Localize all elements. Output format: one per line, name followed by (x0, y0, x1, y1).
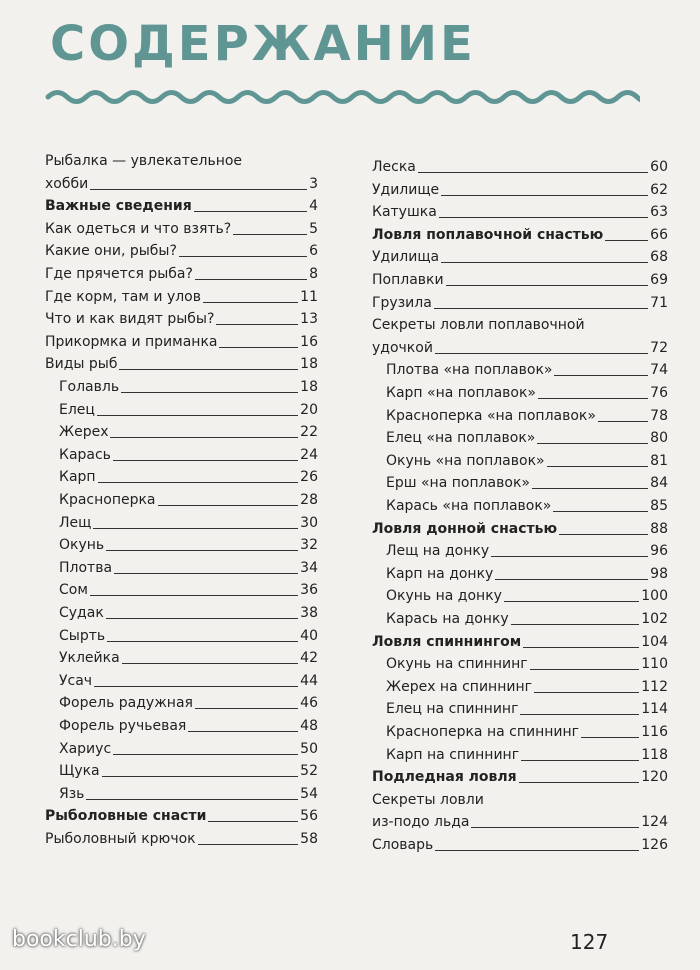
toc-entry[interactable] (372, 520, 668, 538)
dot-leader (537, 443, 648, 444)
dot-leader (188, 731, 298, 732)
toc-entry[interactable] (386, 384, 668, 402)
toc-entry[interactable] (45, 333, 318, 351)
toc-entry[interactable] (372, 813, 668, 831)
toc-entry[interactable] (45, 807, 318, 825)
dot-leader (435, 850, 639, 851)
toc-entry-page: 71 (650, 294, 668, 311)
toc-entry-page: 66 (650, 226, 668, 243)
toc-entry-page: 24 (300, 446, 318, 463)
toc-entry-page: 20 (300, 401, 318, 418)
dot-leader (547, 466, 649, 467)
dot-leader (446, 285, 649, 286)
dot-leader (598, 421, 648, 422)
toc-entry-label: Елец «на поплавок» (386, 430, 536, 447)
toc-entry-label: Ерш «на поплавок» (386, 475, 530, 492)
toc-entry-label: Карп (59, 469, 96, 486)
toc-entry-label: Окунь (59, 537, 105, 554)
toc-entry-label: Где прячется рыба? (45, 266, 193, 282)
toc-entry[interactable] (372, 203, 668, 221)
toc-entry-label: Важные сведения (45, 198, 192, 215)
toc-entry-label: Удилища (372, 249, 440, 266)
toc-entry-page: 5 (309, 220, 318, 237)
toc-entry-page: 104 (641, 633, 668, 650)
toc-entry-page: 85 (650, 498, 668, 514)
toc-entry-page: 116 (641, 724, 668, 740)
toc-entry-label: Плотва «на поплавок» (386, 362, 553, 379)
toc-entry-page: 38 (300, 605, 318, 621)
toc-entry-label: Язь (59, 785, 85, 802)
toc-entry[interactable] (59, 401, 318, 419)
dot-leader (90, 189, 307, 190)
dot-leader (86, 799, 298, 800)
toc-entry-page: 62 (650, 181, 668, 198)
toc-entry[interactable] (45, 242, 318, 260)
toc-entry-label: Прикормка и приманка (45, 333, 218, 350)
dot-leader (113, 460, 298, 461)
toc-entry-page: 36 (300, 582, 318, 599)
page-number: 127 (570, 930, 609, 954)
toc-entry-page: 32 (300, 537, 318, 554)
toc-entry-label: Виды рыб (45, 356, 118, 373)
toc-entry-label: Окунь «на поплавок» (386, 452, 545, 469)
toc-entry-page: 58 (300, 831, 318, 847)
toc-entry-page: 112 (641, 678, 668, 695)
toc-entry-page: 63 (650, 204, 668, 221)
dot-leader (554, 375, 648, 376)
toc-entry-page: 80 (650, 430, 668, 447)
toc-entry[interactable] (59, 468, 318, 486)
toc-entry[interactable] (386, 700, 668, 718)
toc-entry[interactable] (59, 762, 318, 780)
toc-entry-label: Что и как видят рыбы? (45, 311, 215, 328)
toc-entry-label: Хариус (59, 740, 112, 757)
toc-entry-label: Красноперка (59, 492, 156, 508)
toc-entry-page: 48 (300, 718, 318, 734)
dot-leader (534, 692, 639, 693)
toc-entry-label: Красноперка «на поплавок» (386, 407, 596, 424)
toc-entry-page: 11 (300, 288, 318, 305)
toc-entry-label: Голавль (59, 379, 120, 395)
toc-entry-page: 42 (300, 650, 318, 667)
toc-entry-page: 16 (300, 333, 318, 350)
toc-entry-label: Окунь на спиннинг (386, 656, 528, 673)
toc-entry-label: Уклейка (59, 650, 120, 667)
toc-entry-label: Сом (59, 582, 88, 599)
dot-leader (98, 482, 299, 483)
toc-entry-label: Ловля спиннингом (372, 633, 522, 650)
toc-entry-page: 6 (309, 243, 318, 260)
dot-leader (581, 737, 639, 738)
dot-leader (491, 556, 648, 557)
toc-entry-label: Словарь (372, 837, 434, 853)
toc-entry-label: Елец на спиннинг (386, 701, 519, 718)
toc-entry[interactable] (372, 248, 668, 266)
toc-entry-page: 68 (650, 249, 668, 266)
toc-entry-page: 96 (650, 543, 668, 560)
toc-entry[interactable] (372, 768, 668, 786)
wave-divider (44, 82, 640, 112)
dot-leader (97, 415, 298, 416)
toc-entry-page: 30 (300, 514, 318, 531)
toc-entry[interactable] (59, 514, 318, 532)
toc-entry-page: 124 (641, 814, 668, 831)
dot-leader (208, 821, 298, 822)
toc-entry-page: 126 (641, 837, 668, 853)
dot-leader (195, 708, 298, 709)
toc-entry[interactable] (59, 717, 318, 735)
toc-entry-page: 8 (309, 266, 318, 282)
toc-entry[interactable] (372, 271, 668, 289)
toc-entry[interactable] (59, 627, 318, 645)
toc-entry[interactable] (386, 407, 668, 425)
dot-leader (113, 754, 298, 755)
dot-leader (195, 279, 307, 280)
toc-entry[interactable] (386, 746, 668, 764)
dot-leader (216, 324, 298, 325)
toc-entry-page: 56 (300, 808, 318, 825)
dot-leader (93, 528, 298, 529)
toc-entry-label: Судак (59, 605, 104, 621)
dot-leader (198, 844, 299, 845)
toc-entry-label: Карась «на поплавок» (386, 498, 552, 514)
toc-entry-label: Форель радужная (59, 695, 193, 712)
toc-entry-label: Елец (59, 401, 95, 418)
toc-entry-page: 34 (300, 559, 318, 576)
toc-entry-label: Как одеться и что взять? (45, 220, 232, 237)
toc-entry-page: 26 (300, 469, 318, 486)
toc-entry-label: Леска (372, 159, 416, 175)
toc-entry-line1: Рыбалка — увлекательное (45, 153, 243, 169)
toc-entry-line1: Секреты ловли (372, 791, 484, 808)
toc-entry-page: 84 (650, 475, 668, 492)
toc-entry-page: 102 (641, 611, 668, 627)
toc-entry-page: 4 (309, 198, 318, 215)
dot-leader (532, 488, 648, 489)
toc-entry[interactable] (372, 339, 668, 357)
toc-entry-page: 120 (641, 769, 668, 786)
toc-entry[interactable] (386, 565, 668, 583)
toc-entry-label: Жерех на спиннинг (386, 678, 532, 695)
toc-entry-page: 54 (300, 785, 318, 802)
toc-entry-page: 114 (641, 701, 668, 718)
toc-entry-label: Лещ (59, 514, 92, 531)
toc-entry-page: 60 (650, 159, 668, 175)
toc-entry-label: Катушка (372, 204, 437, 221)
dot-leader (434, 308, 648, 309)
toc-entry[interactable] (372, 836, 668, 854)
toc-entry-page: 98 (650, 565, 668, 582)
toc-entry-label: Форель ручьевая (59, 718, 187, 734)
dot-leader (102, 776, 299, 777)
toc-entry[interactable] (372, 181, 668, 199)
dot-leader (441, 262, 648, 263)
dot-leader (439, 217, 648, 218)
toc-entry[interactable] (45, 355, 318, 373)
toc-entry[interactable] (59, 604, 318, 622)
toc-entry-page: 69 (650, 272, 668, 288)
toc-entry[interactable] (59, 378, 318, 396)
dot-leader (122, 663, 298, 664)
toc-entry-label: Карась на донку (386, 611, 509, 627)
toc-entry[interactable] (45, 197, 318, 215)
dot-leader (495, 579, 648, 580)
toc-entry-page: 28 (300, 492, 318, 508)
dot-leader (119, 369, 298, 370)
toc-entry[interactable] (372, 294, 668, 312)
toc-entry-label: Щука (59, 763, 100, 780)
toc-entry[interactable] (45, 830, 318, 848)
dot-leader (194, 211, 307, 212)
toc-entry-label: Лещ на донку (386, 543, 490, 560)
toc-entry-label: Рыболовные снасти (45, 808, 207, 825)
toc-entry[interactable] (372, 158, 668, 176)
toc-entry-page: 18 (300, 379, 318, 395)
toc-entry-label: Поплавки (372, 272, 444, 288)
toc-entry-label: Карп «на поплавок» (386, 385, 536, 401)
toc-entry-label: из-подо льда (372, 814, 470, 831)
dot-leader (519, 782, 640, 783)
toc-entry[interactable] (386, 361, 668, 379)
toc-entry[interactable] (59, 672, 318, 690)
toc-entry-page: 13 (300, 311, 318, 328)
toc-entry-page: 52 (300, 763, 318, 780)
dot-leader (471, 827, 639, 828)
dot-leader (203, 302, 298, 303)
toc-entry[interactable] (45, 220, 318, 238)
toc-entry-page: 88 (650, 520, 668, 537)
toc-entry-label: Красноперка на спиннинг (386, 724, 580, 740)
toc-entry-page: 76 (650, 385, 668, 401)
toc-entry[interactable] (45, 175, 318, 193)
dot-leader (511, 624, 640, 625)
toc-entry-label: Окунь на донку (386, 588, 502, 605)
toc-entry[interactable] (386, 497, 668, 515)
toc-entry-label: Карп на донку (386, 565, 494, 582)
toc-entry[interactable] (386, 723, 668, 741)
toc-entry[interactable] (386, 587, 668, 605)
dot-leader (435, 353, 648, 354)
toc-entry[interactable] (59, 694, 318, 712)
toc-entry-label: Грузила (372, 294, 432, 311)
toc-entry-page: 81 (650, 452, 668, 469)
toc-entry-label: Плотва (59, 559, 113, 576)
toc-entry-line1: Секреты ловли поплавочной (372, 317, 585, 334)
toc-entry-page: 110 (641, 656, 668, 673)
toc-entry[interactable] (59, 491, 318, 509)
toc-entry[interactable] (386, 452, 668, 470)
dot-leader (158, 505, 299, 506)
toc-entry[interactable] (45, 288, 318, 306)
toc-entry-page: 72 (650, 339, 668, 356)
toc-entry-page: 118 (641, 746, 668, 763)
toc-entry-label: Ловля донной снастью (372, 520, 558, 537)
toc-entry[interactable] (59, 423, 318, 441)
toc-entry-label: Рыболовный крючок (45, 831, 196, 847)
toc-entry-label: Где корм, там и улов (45, 288, 201, 305)
dot-leader (233, 234, 307, 235)
dot-leader (121, 392, 298, 393)
dot-leader (219, 347, 298, 348)
toc-entry[interactable] (59, 740, 318, 758)
toc-entry[interactable] (386, 429, 668, 447)
toc-entry-page: 50 (300, 740, 318, 757)
dot-leader (179, 256, 307, 257)
dot-leader (523, 647, 639, 648)
toc-entry-label: Карась (59, 446, 111, 463)
toc-entry-label: Какие они, рыбы? (45, 243, 177, 260)
dot-leader (107, 641, 298, 642)
toc-entry-page: 18 (300, 356, 318, 373)
toc-entry-label: Подледная ловля (372, 769, 517, 786)
toc-entry-page: 22 (300, 424, 318, 441)
toc-entry-label: Удилище (372, 181, 440, 198)
dot-leader (418, 172, 648, 173)
toc-entry-label: хобби (45, 175, 89, 192)
dot-leader (520, 714, 639, 715)
toc-entry-label: Жерех (59, 424, 109, 441)
toc-entry-page: 78 (650, 407, 668, 424)
toc-entry-label: Карп на спиннинг (386, 746, 520, 763)
site-watermark: bookclub.by (12, 927, 146, 952)
toc-entry[interactable] (45, 310, 318, 328)
dot-leader (114, 573, 298, 574)
toc-entry[interactable] (386, 610, 668, 628)
dot-leader (538, 398, 648, 399)
dot-leader (94, 686, 298, 687)
toc-entry-page: 74 (650, 362, 668, 379)
toc-entry[interactable] (59, 536, 318, 554)
toc-entry-label: Ловля поплавочной снастью (372, 226, 604, 243)
toc-entry[interactable] (372, 633, 668, 651)
toc-entry[interactable] (386, 655, 668, 673)
toc-entry-label: удочкой (372, 339, 433, 356)
toc-entry[interactable] (59, 581, 318, 599)
toc-entry[interactable] (372, 226, 668, 244)
toc-entry[interactable] (59, 559, 318, 577)
toc-entry-page: 3 (309, 175, 318, 192)
dot-leader (521, 760, 639, 761)
toc-entry[interactable] (386, 474, 668, 492)
dot-leader (553, 511, 648, 512)
toc-entry[interactable] (45, 265, 318, 283)
page-title: СОДЕРЖАНИЕ (50, 16, 476, 72)
dot-leader (110, 437, 298, 438)
dot-leader (106, 618, 298, 619)
dot-leader (90, 595, 298, 596)
toc-entry[interactable] (59, 446, 318, 464)
toc-entry-label: Усач (59, 672, 93, 689)
toc-entry-page: 44 (300, 672, 318, 689)
toc-entry[interactable] (59, 649, 318, 667)
toc-entry[interactable] (386, 542, 668, 560)
dot-leader (441, 195, 648, 196)
toc-entry-label: Сырть (59, 627, 106, 644)
dot-leader (605, 240, 648, 241)
dot-leader (106, 550, 298, 551)
dot-leader (504, 601, 639, 602)
toc-entry[interactable] (386, 678, 668, 696)
toc-entry-page: 46 (300, 695, 318, 712)
dot-leader (530, 669, 640, 670)
dot-leader (559, 534, 648, 535)
toc-entry[interactable] (59, 785, 318, 803)
toc-entry-page: 40 (300, 627, 318, 644)
toc-entry-page: 100 (641, 588, 668, 605)
